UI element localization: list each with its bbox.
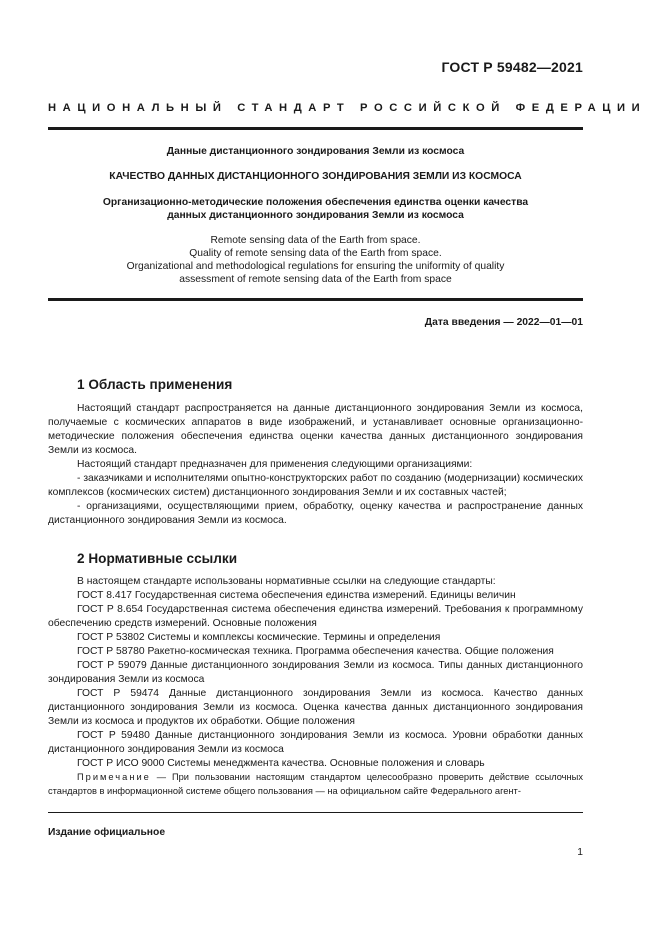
reference-item: ГОСТ Р 59474 Данные дистанционного зондирования Земли из космоса. Качество данных дистанционного зондирования Земли из космоса. Оценка качества данных дистанционного зондирования Земли из космоса и продуктов их обработки. Общие положения bbox=[48, 688, 583, 727]
introduction-date: Дата введения — 2022—01—01 bbox=[424, 317, 583, 328]
page-number: 1 bbox=[577, 847, 583, 858]
section1-heading: 1 Область применения bbox=[77, 377, 233, 392]
note-text: — При пользовании настоящим стандартом целесообразно проверить действие ссылочных стандартов в информационной системе общего пользования — на официальном сайте Федерального агент- bbox=[48, 772, 583, 796]
note-label: Примечание bbox=[77, 772, 151, 782]
title-ru-line3b: данных дистанционного зондирования Земли из космоса bbox=[167, 210, 464, 221]
paragraph: В настоящем стандарте использованы нормативные ссылки на следующие стандарты: bbox=[77, 576, 496, 587]
section2-heading: 2 Нормативные ссылки bbox=[77, 551, 238, 566]
note bbox=[48, 770, 583, 798]
paragraph: - заказчиками и исполнителями опытно-конструкторских работ по созданию (модернизации) космических комплексов (космических систем) дистанционного зондирования Земли и их составных частей; bbox=[48, 473, 583, 498]
gost-number: ГОСТ Р 59482—2021 bbox=[441, 59, 583, 75]
section1-body bbox=[48, 402, 583, 528]
reference-item: ГОСТ 8.417 Государственная система обеспечения единства измерений. Единицы величин bbox=[77, 590, 516, 601]
reference-item: ГОСТ Р ИСО 9000 Системы менеджмента качества. Основные положения и словарь bbox=[77, 758, 485, 769]
paragraph: Настоящий стандарт предназначен для применения следующими организациями: bbox=[77, 459, 473, 470]
reference-item: ГОСТ Р 53802 Системы и комплексы космические. Термины и определения bbox=[77, 632, 441, 643]
official-edition-label: Издание официальное bbox=[48, 827, 166, 838]
section2-body bbox=[48, 575, 583, 771]
title-en-line1: Remote sensing data of the Earth from space. bbox=[210, 235, 421, 246]
title-en-line2: Quality of remote sensing data of the Earth from space. bbox=[189, 248, 442, 259]
reference-item: ГОСТ Р 59480 Данные дистанционного зондирования Земли из космоса. Уровни обработки данных дистанционного зондирования Земли из космоса bbox=[48, 730, 583, 755]
title-bottom-rule bbox=[48, 298, 583, 301]
footer-rule bbox=[48, 812, 583, 813]
reference-item: ГОСТ Р 58780 Ракетно-космическая техника. Программа обеспечения качества. Общие положения bbox=[77, 646, 554, 657]
paragraph: - организациями, осуществляющими прием, обработку, оценку качества и распространение данных дистанционного зондирования Земли из космоса. bbox=[48, 501, 583, 526]
title-en-line4: assessment of remote sensing data of the Earth from space bbox=[179, 274, 452, 285]
title-ru-line2: КАЧЕСТВО ДАННЫХ ДИСТАНЦИОННОГО ЗОНДИРОВАНИЯ ЗЕМЛИ ИЗ КОСМОСА bbox=[109, 171, 522, 182]
reference-item: ГОСТ Р 8.654 Государственная система обеспечения единства измерений. Требования к программному обеспечению средств измерений. Основные положения bbox=[48, 604, 583, 629]
reference-item: ГОСТ Р 59079 Данные дистанционного зондирования Земли из космоса. Типы данных дистанционного зондирования Земли из космоса bbox=[48, 660, 583, 685]
top-rule bbox=[48, 127, 583, 130]
paragraph: Настоящий стандарт распространяется на данные дистанционного зондирования Земли из космоса, получаемые с космических аппаратов в виде изображений, и устанавливает основные организационно-методические положения обеспечения единства оценки качества данных дистанционного зондирования Земли из космоса. bbox=[48, 403, 583, 456]
national-standard-banner: НАЦИОНАЛЬНЫЙ СТАНДАРТ РОССИЙСКОЙ ФЕДЕРАЦИИ bbox=[48, 102, 647, 114]
title-en-line3: Organizational and methodological regulations for ensuring the uniformity of quality bbox=[126, 261, 505, 272]
title-ru-line1: Данные дистанционного зондирования Земли из космоса bbox=[166, 146, 465, 157]
title-ru-line3a: Организационно-методические положения обеспечения единства оценки качества bbox=[102, 197, 529, 208]
